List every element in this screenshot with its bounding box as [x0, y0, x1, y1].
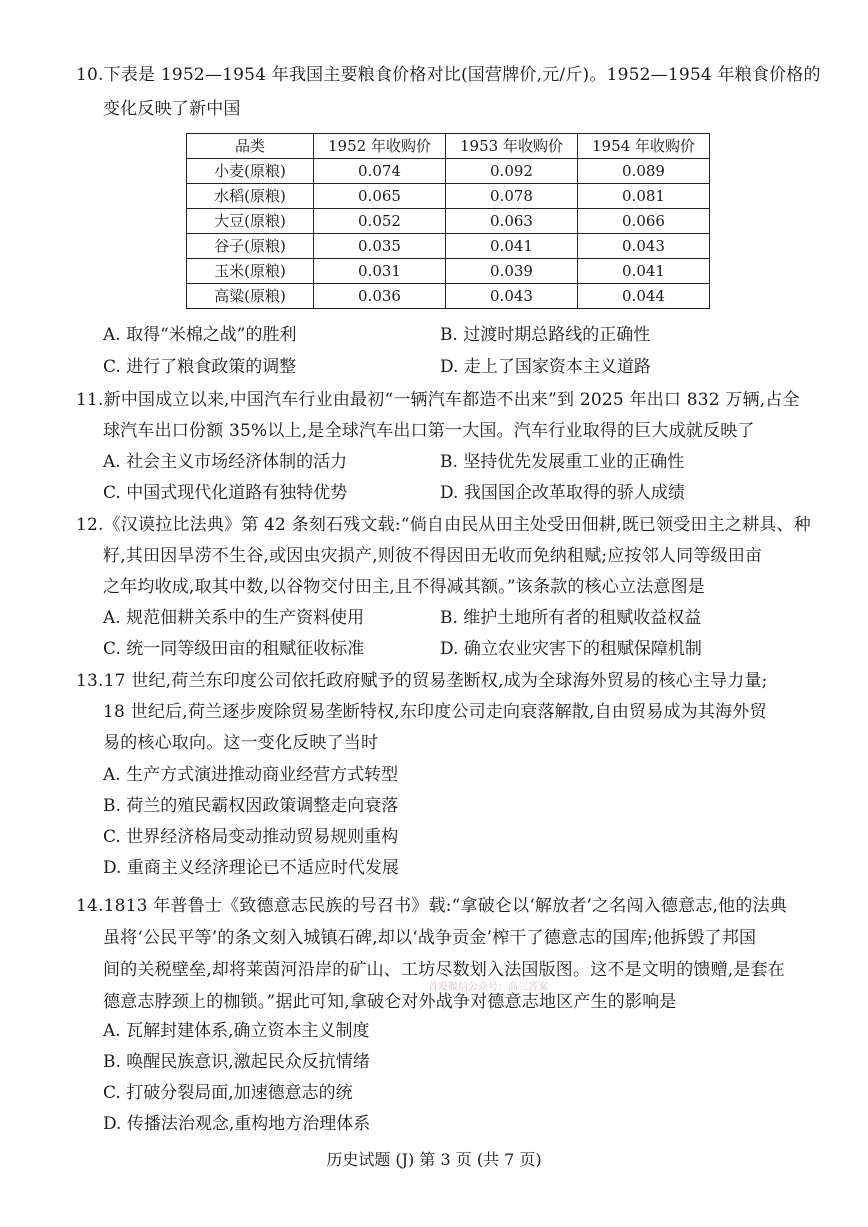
table-row [187, 284, 710, 309]
option-a: A. 取得“米棉之战”的胜利 [103, 325, 297, 345]
option-a: A. 瓦解封建体系,确立资本主义制度 [103, 1021, 370, 1041]
option-d: D. 确立农业灾害下的租赋保障机制 [440, 639, 702, 659]
option-d: D. 重商主义经济理论已不适应时代发展 [103, 858, 399, 878]
table-row [187, 184, 710, 209]
option-a: A. 生产方式演进推动商业经营方式转型 [103, 765, 399, 785]
option-a: A. 社会主义市场经济体制的活力 [103, 452, 348, 472]
option-c: C. 中国式现代化道路有独特优势 [103, 483, 348, 503]
table-cell: 0.036 [314, 284, 446, 309]
option-b: B. 过渡时期总路线的正确性 [440, 325, 651, 345]
table-cell: 0.063 [446, 209, 578, 234]
option-d: D. 传播法治观念,重构地方治理体系 [103, 1114, 371, 1134]
table-header: 1952 年收购价 [314, 134, 446, 159]
question-stem: 11.新中国成立以来,中国汽车行业由最初“一辆汽车都造不出来”到 2025 年出口 832 万辆,占全 [76, 390, 800, 410]
table-row [187, 159, 710, 184]
option-c: C. 统一同等级田亩的租赋征收标准 [103, 639, 365, 659]
question-stem: 籽,其田因旱涝不生谷,或因虫灾损产,则彼不得因田无收而免纳租赋;应按邻人同等级田亩 [103, 546, 763, 566]
table-cell: 0.044 [578, 284, 710, 309]
table-cell: 小麦(原粮) [187, 159, 314, 184]
option-b: B. 维护土地所有者的租赋收益权益 [440, 608, 702, 628]
question-stem: 间的关税壁垒,却将莱茵河沿岸的矿山、工坊尽数划入法国版图。这不是文明的馈赠,是套在 [103, 960, 786, 980]
table-header: 1953 年收购价 [446, 134, 578, 159]
table-cell: 0.078 [446, 184, 578, 209]
table-cell: 高粱(原粮) [187, 284, 314, 309]
table-cell: 谷子(原粮) [187, 234, 314, 259]
question-stem: 球汽车出口份额 35%以上,是全球汽车出口第一大国。汽车行业取得的巨大成就反映了 [103, 421, 755, 441]
table-row [187, 234, 710, 259]
question-stem: 12.《汉谟拉比法典》第 42 条刻石残文载:“倘自由民从田主处受田佃耕,既已领受田主之耕具、种 [76, 515, 811, 535]
question-stem: 变化反映了新中国 [103, 99, 241, 119]
table-cell: 0.092 [446, 159, 578, 184]
table-cell: 0.035 [314, 234, 446, 259]
table-cell: 0.041 [578, 259, 710, 284]
option-d: D. 走上了国家资本主义道路 [440, 357, 651, 377]
option-c: C. 进行了粮食政策的调整 [103, 357, 297, 377]
table-row [187, 259, 710, 284]
table-header: 品类 [187, 134, 314, 159]
question-stem: 之年均收成,取其中数,以谷物交付田主,且不得减其额。”该条款的核心立法意图是 [103, 577, 706, 597]
question-stem: 10.下表是 1952—1954 年我国主要粮食价格对比(国营牌价,元/斤)。1952—1954 年粮食价格的 [76, 65, 821, 85]
table-cell: 0.041 [446, 234, 578, 259]
table-cell: 0.031 [314, 259, 446, 284]
table-cell: 0.043 [578, 234, 710, 259]
option-a: A. 规范佃耕关系中的生产资料使用 [103, 608, 365, 628]
table-cell: 0.089 [578, 159, 710, 184]
option-b: B. 荷兰的殖民霸权因政策调整走向衰落 [103, 796, 399, 816]
grain-price-table [186, 133, 710, 309]
table-cell: 0.066 [578, 209, 710, 234]
option-c: C. 世界经济格局变动推动贸易规则重构 [103, 827, 399, 847]
watermark: 首发微信公众号：高三答案 [428, 982, 548, 993]
table-cell: 玉米(原粮) [187, 259, 314, 284]
table-cell: 0.043 [446, 284, 578, 309]
table-cell: 大豆(原粮) [187, 209, 314, 234]
question-stem: 18 世纪后,荷兰逐步废除贸易垄断特权,东印度公司走向衰落解散,自由贸易成为其海外贸 [103, 702, 767, 722]
page-footer: 历史试题 (J) 第 3 页 (共 7 页) [326, 1150, 542, 1169]
table-row [187, 209, 710, 234]
option-d: D. 我国国企改革取得的骄人成绩 [440, 483, 685, 503]
option-b: B. 坚持优先发展重工业的正确性 [440, 452, 685, 472]
table-cell: 水稻(原粮) [187, 184, 314, 209]
option-c: C. 打破分裂局面,加速德意志的统 [103, 1083, 353, 1103]
table-cell: 0.081 [578, 184, 710, 209]
table-cell: 0.039 [446, 259, 578, 284]
table-cell: 0.074 [314, 159, 446, 184]
question-stem: 德意志脖颈上的枷锁。”据此可知,拿破仑对外战争对德意志地区产生的影响是 [103, 992, 677, 1012]
question-stem: 14.1813 年普鲁士《致德意志民族的号召书》载:“拿破仑以‘解放者’之名闯入德意志,他的法典 [76, 896, 787, 916]
table-cell: 0.052 [314, 209, 446, 234]
option-b: B. 唤醒民族意识,激起民众反抗情绪 [103, 1052, 370, 1072]
question-stem: 13.17 世纪,荷兰东印度公司依托政府赋予的贸易垄断权,成为全球海外贸易的核心主导力量; [76, 671, 768, 691]
question-stem: 易的核心取向。这一变化反映了当时 [103, 733, 379, 753]
table-header: 1954 年收购价 [578, 134, 710, 159]
table-header-row [187, 134, 710, 159]
question-stem: 虽将‘公民平等’的条文刻入城镇石碑,却以‘战争贡金’榨干了德意志的国库;他拆毁了邦国 [103, 928, 757, 948]
table-cell: 0.065 [314, 184, 446, 209]
